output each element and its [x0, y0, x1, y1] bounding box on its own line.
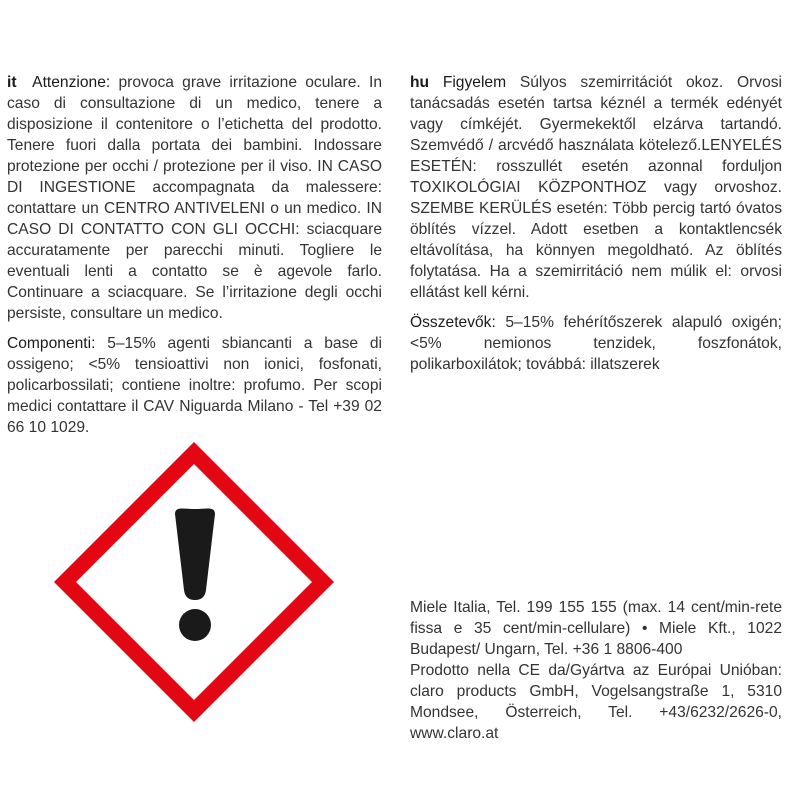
italian-components	[7, 333, 382, 438]
hungarian-warning	[410, 72, 782, 303]
footer-manufacturer: Prodotto nella CE da/Gyártva az Európai Unióban: claro products GmbH, Vogelsangstraße 1, 5310 Mondsee, Österreich, Tel. +43/6232/2626-0, www.claro.at	[410, 662, 782, 742]
ghs07-exclamation-mark-icon	[54, 442, 334, 722]
warning-text-it: provoca grave irritazione oculare. In caso di consultazione di un medico, tenere a disposizione il contenitore o l’etichetta del prodotto. Tenere fuori dalla portata dei bambini. Indossare protezione per occhi / protezione per il viso. IN CASO DI INGESTIONE accompagnata da malessere: contattare un CENTRO ANTIVELENI o un medico. IN CASO DI CONTATTO CON GLI OCCHI: sciacquare accuratamente per parecchi minuti. Togliere le eventuali lenti a contatto se è agevole farlo. Continuare a sciacquare. Se l’irritazione degli occhi persiste, consultare un medico.	[7, 74, 382, 322]
italian-section	[7, 72, 382, 438]
warning-label-it: Attenzione:	[32, 74, 111, 91]
exclamation-dot-icon	[179, 609, 211, 641]
components-label-hu: Összetevők:	[410, 314, 496, 331]
components-text-hu: 5–15% fehérítőszerek alapuló oxigén; <5% nemionos tenzidek, foszfonátok, polikarboxilátok; továbbá: illatszerek	[410, 314, 783, 373]
footer-block	[410, 597, 782, 744]
warning-label-hu: Figyelem	[442, 74, 507, 91]
italian-warning	[7, 72, 382, 324]
warning-text-hu: Súlyos szemirritációt okoz. Orvosi tanácsadás esetén tartsa kéznél a termék edényét vagy címkéjét. Gyermekektől elzárva tartandó. Szemvédő / arcvédő használata kötelező.LENYELÉS ESETÉN: rosszullét esetén azonnal forduljon TOXIKOLÓGIAI KÖZPONTHOZ vagy orvoshoz. SZEMBE KERÜLÉS esetén: Több percig tartó óvatos öblítés vízzel. Adott esetben a kontaktlencsék eltávolítása, ha könnyen megoldható. Az öblítés folytatása. Ha a szemirritáció nem múlik el: orvosi ellátást kell kérni.	[410, 74, 783, 301]
footer-contact: Miele Italia, Tel. 199 155 155 (max. 14 cent/min-rete fissa e 35 cent/min-cellulare) • Miele Kft., 1022 Budapest/ Ungarn, Tel. +36 1 8806-400	[410, 599, 782, 658]
hungarian-section	[410, 72, 782, 375]
lang-code-hu: hu	[410, 74, 430, 91]
lang-code-it: it	[7, 74, 17, 91]
hungarian-components	[410, 312, 782, 375]
components-label-it: Componenti:	[7, 335, 96, 352]
components-text-it: 5–15% agenti sbiancanti a base di ossigeno; <5% tensioattivi non ionici, fosfonati, policarbossilati; contiene inoltre: profumo. Per scopi medici contattare il CAV Niguarda Milano - Tel +39 02 66 10 1029.	[7, 335, 382, 436]
